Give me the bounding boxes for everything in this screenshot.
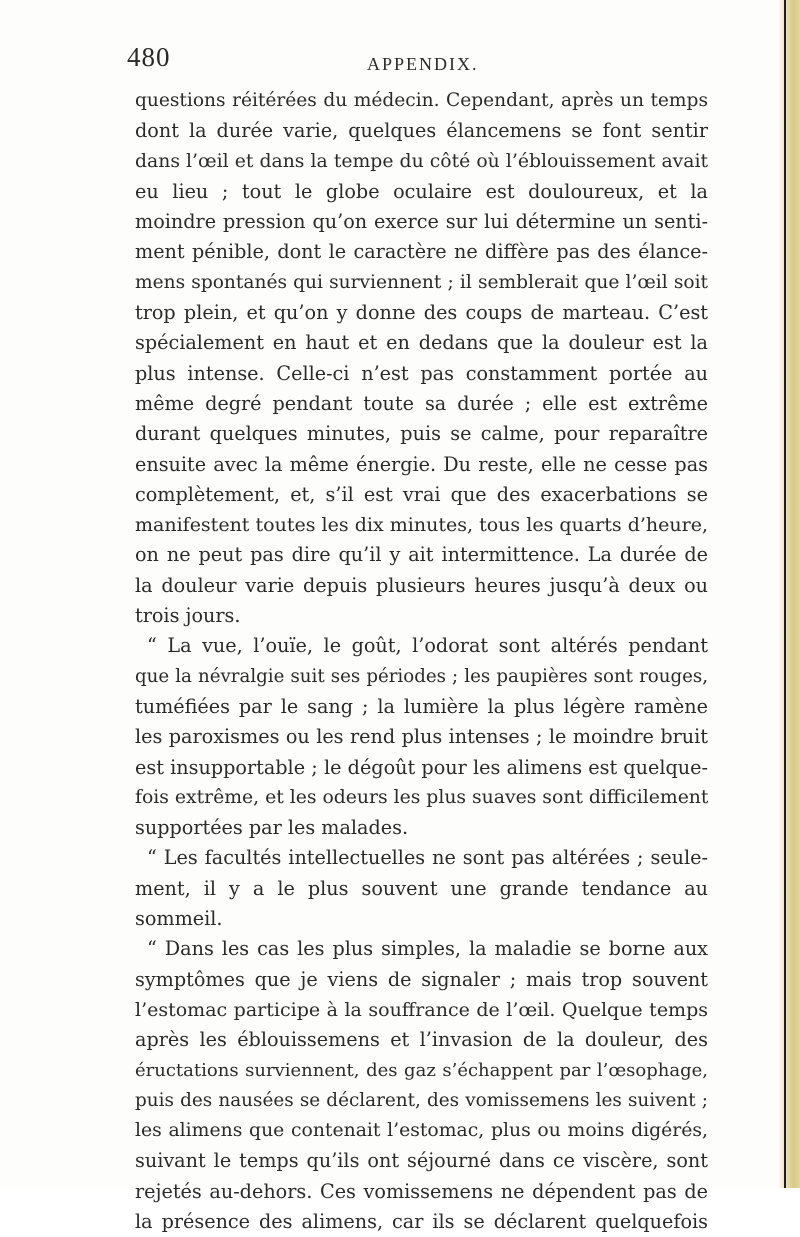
text-line: suivant le temps qu’ils ont séjourné dans ce viscère, sont — [135, 1149, 708, 1173]
page-edge-line — [784, 0, 786, 1188]
text-line: dont la durée varie, quelques élancemens se font sentir — [135, 119, 708, 143]
text-line: la présence des alimens, car ils se déclarent quelquefois — [135, 1209, 708, 1233]
page-edge — [778, 0, 800, 1188]
text-line: eu lieu ; tout le globe oculaire est douloureux, et la — [135, 179, 708, 203]
text-line: éructations surviennent, des gaz s’échappent par l’œsophage, — [135, 1059, 708, 1081]
text-line: la douleur varie depuis plusieurs heures jusqu’à deux ou — [135, 573, 708, 597]
text-line: symptômes que je viens de signaler ; mais trop souvent — [135, 967, 708, 991]
text-line: spécialement en haut et en dedans que la douleur est la — [135, 331, 708, 355]
text-line: même degré pendant toute sa durée ; elle est extrême — [135, 391, 708, 415]
text-line: rejetés au-dehors. Ces vomissemens ne dépendent pas de — [135, 1179, 708, 1203]
text-line: fois extrême, et les odeurs les plus suaves sont difficilement — [135, 786, 708, 808]
running-head: APPENDIX. — [367, 54, 479, 74]
text-line: puis des nausées se déclarent, des vomissemens les suivent ; — [135, 1089, 708, 1111]
text-line: ment, il y a le plus souvent une grande tendance au — [135, 876, 708, 900]
text-line: supportées par les malades. — [135, 816, 409, 840]
page-number: 480 — [127, 42, 171, 72]
text-line: trois jours. — [135, 604, 241, 628]
text-line: les paroxismes ou les rend plus intenses ; le moindre bruit — [135, 725, 708, 749]
text-line: dans l’œil et dans la tempe du côté où l’éblouissement avait — [135, 150, 708, 172]
text-line: les alimens que contenait l’estomac, plus ou moins digérés, — [135, 1120, 708, 1142]
text-line: que la névralgie suit ses périodes ; les paupières sont rouges, — [135, 665, 708, 687]
text-line: ensuite avec la même énergie. Du reste, elle ne cesse pas — [135, 452, 708, 476]
text-line: “ Dans les cas les plus simples, la maladie se borne aux — [147, 937, 708, 961]
text-line: manifestent toutes les dix minutes, tous les quarts d’heure, — [135, 514, 708, 537]
text-line: on ne peut pas dire qu’il y ait intermittence. La durée de — [135, 543, 708, 567]
text-line: durant quelques minutes, puis se calme, pour reparaître — [135, 422, 708, 446]
text-line: est insupportable ; le dégoût pour les alimens est quelque- — [135, 755, 708, 779]
text-line: sommeil. — [135, 907, 223, 931]
text-line: “ La vue, l’ouïe, le goût, l’odorat sont altérés pendant — [147, 634, 708, 658]
text-line: complètement, et, s’il est vrai que des exacerbations se — [135, 482, 708, 506]
text-line: moindre pression qu’on exerce sur lui détermine un senti- — [135, 210, 708, 234]
text-line: “ Les facultés intellectuelles ne sont pas altérées ; seule- — [147, 846, 708, 870]
text-line: trop plein, et qu’on y donne des coups de marteau. C’est — [135, 301, 708, 325]
text-line: mens spontanés qui surviennent ; il semblerait que l’œil soit — [135, 271, 708, 293]
body-text — [135, 86, 708, 1237]
text-line: tuméfiées par le sang ; la lumière la plus légère ramène — [135, 694, 708, 718]
text-line: ment pénible, dont le caractère ne diffère pas des élance- — [135, 240, 708, 264]
text-line: l’estomac participe à la souffrance de l’œil. Quelque temps — [135, 998, 708, 1021]
text-line: questions réitérées du médecin. Cependant, après un temps — [135, 90, 708, 111]
text-line: plus intense. Celle-ci n’est pas constamment portée au — [135, 361, 708, 385]
text-line: après les éblouissemens et l’invasion de la douleur, des — [135, 1028, 708, 1052]
